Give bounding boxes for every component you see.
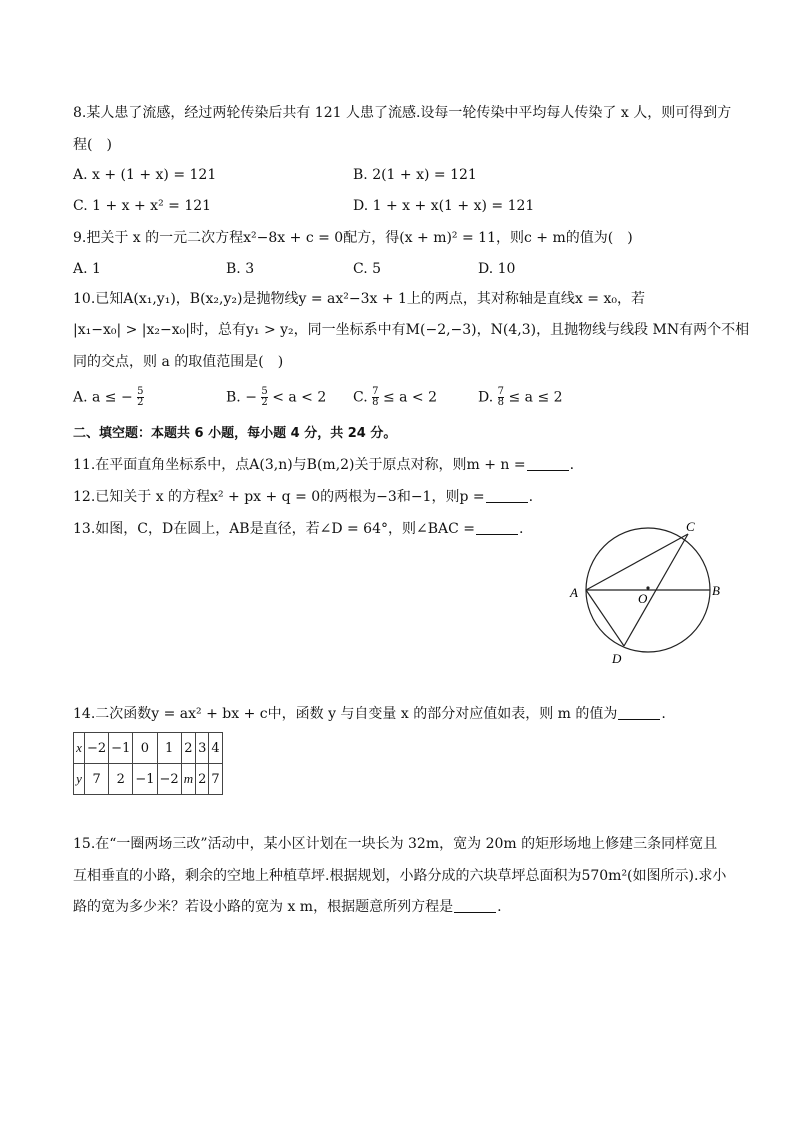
q10-stem-line1: 10.已知A(x₁,y₁)，B(x₂,y₂)是抛物线y = ax²−3x + 1上的两点，其对称轴是直线x = x₀，若 [73,291,645,307]
table-row-y [74,764,223,795]
q14-value-table [73,732,223,795]
q10-option-b-text: B. − [226,389,257,406]
q12-end: . [528,489,534,505]
q10-option-c [353,387,437,408]
q15-answer-blank[interactable] [454,898,496,913]
q8-option-c: C. 1 + x + x² = 121 [73,198,212,214]
q10-option-c-text: C. [353,389,368,406]
q12-answer-blank[interactable] [486,488,528,503]
q15-line3 [73,897,502,917]
section-heading-fill-in: 二、填空题：本题共 6 小题，每小题 4 分，共 24 分。 [73,426,397,441]
table-cell: 0 [133,733,157,764]
q15-stem-line1: 15.在“一圈两场三改”活动中，某小区计划在一块长为 32m，宽为 20m 的矩形场地上修建三条同样宽且 [73,836,718,852]
table-cell: x [74,733,85,764]
chord-ac [586,534,688,590]
q10-option-d [478,387,563,408]
q10-option-c-fraction [372,387,378,408]
frac-num: 5 [261,386,268,397]
q10-option-a-text: A. a ≤ − [73,389,133,406]
table-cell: 1 [157,733,181,764]
q9-option-c: C. 5 [353,261,382,277]
frac-den: 2 [261,397,268,408]
table-row-x [74,733,223,764]
q9-option-b: B. 3 [226,261,255,277]
q15-end: . [497,899,502,915]
table-cell: −2 [157,764,181,795]
q13-stem: 13.如图，C，D在圆上，AB是直径，若∠D = 64°，则∠BAC = [73,521,476,537]
frac-num: 7 [372,386,379,397]
q10-option-d-rest: ≤ a ≤ 2 [508,389,563,406]
frac-num: 5 [137,386,144,397]
q8-option-d: D. 1 + x + x(1 + x) = 121 [353,198,535,214]
q14-line [73,704,666,724]
q13-line [73,519,523,539]
q12-stem: 12.已知关于 x 的方程x² + px + q = 0的两根为−3和−1，则p = [73,489,485,505]
q10-option-b-rest: < a < 2 [272,389,327,406]
q14-stem: 14.二次函数y = ax² + bx + c中，函数 y 与自变量 x 的部分对应值如表，则 m 的值为 [73,706,618,722]
q9-stem: 9.把关于 x 的一元二次方程x²−8x + c = 0配方，得(x + m)² = 11，则c + m的值为( ) [73,230,633,246]
center-point [646,586,649,589]
q10-option-b-fraction [261,387,267,408]
frac-num: 7 [497,386,505,397]
table-cell: 2 [109,764,133,795]
q10-option-b [226,387,326,408]
table-cell: −1 [109,733,133,764]
table-cell: 7 [85,764,109,795]
table-cell: −1 [133,764,157,795]
q12-line [73,487,533,507]
q10-option-c-rest: ≤ a < 2 [382,389,438,406]
table-cell: 2 [181,733,195,764]
q10-stem-line3: 同的交点，则 a 的取值范围是( ) [73,354,284,370]
q10-option-a [73,387,144,408]
q13-end: . [519,521,524,537]
circle-geometry-figure [560,515,740,675]
q10-option-d-fraction [498,387,504,408]
table-cell: m [181,764,195,795]
table-cell: −2 [85,733,109,764]
q14-answer-blank[interactable] [618,705,660,720]
label-b: B [712,583,720,598]
table-cell: 3 [196,733,209,764]
q11-answer-blank[interactable] [527,456,569,471]
label-d: D [612,651,622,666]
frac-den: 8 [497,397,505,408]
q15-stem-line2: 互相垂直的小路，剩余的空地上种植草坪.根据规划，小路分成的六块草坪总面积为570m²(如图所示).求小 [73,868,727,884]
table-cell: 4 [209,733,222,764]
q9-option-d: D. 10 [478,261,516,277]
q13-answer-blank[interactable] [476,520,518,535]
q8-stem-line1: 8.某人患了流感，经过两轮传染后共有 121 人患了流感.设每一轮传染中平均每人传染了 x 人，则可得到方 [73,105,732,121]
label-c: C [686,519,695,534]
q11-line [73,455,574,475]
q8-option-a: A. x + (1 + x) = 121 [73,167,217,183]
q14-end: . [661,706,666,722]
table-cell: y [74,764,85,795]
q8-option-b: B. 2(1 + x) = 121 [353,167,477,183]
q8-stem-line2: 程( ) [73,137,112,153]
q9-option-a: A. 1 [73,261,101,277]
chord-ad [586,590,624,646]
table-cell: 2 [196,764,209,795]
frac-den: 8 [372,397,379,408]
q10-option-a-fraction [137,387,143,408]
q10-stem-line2: |x₁−x₀| > |x₂−x₀|时，总有y₁ > y₂，同一坐标系中有M(−2,−3)，N(4,3)，且抛物线与线段 MN有两个不相 [73,322,750,338]
q11-end: . [569,457,575,473]
label-o: O [638,591,648,606]
table-cell: 7 [209,764,222,795]
frac-den: 2 [137,397,144,408]
label-a: A [570,585,578,600]
q15-stem-line3: 路的宽为多少米？若设小路的宽为 x m，根据题意所列方程是 [73,899,454,915]
q10-option-d-text: D. [478,389,494,406]
q11-stem: 11.在平面直角坐标系中，点A(3,n)与B(m,2)关于原点对称，则m + n = [73,457,526,473]
